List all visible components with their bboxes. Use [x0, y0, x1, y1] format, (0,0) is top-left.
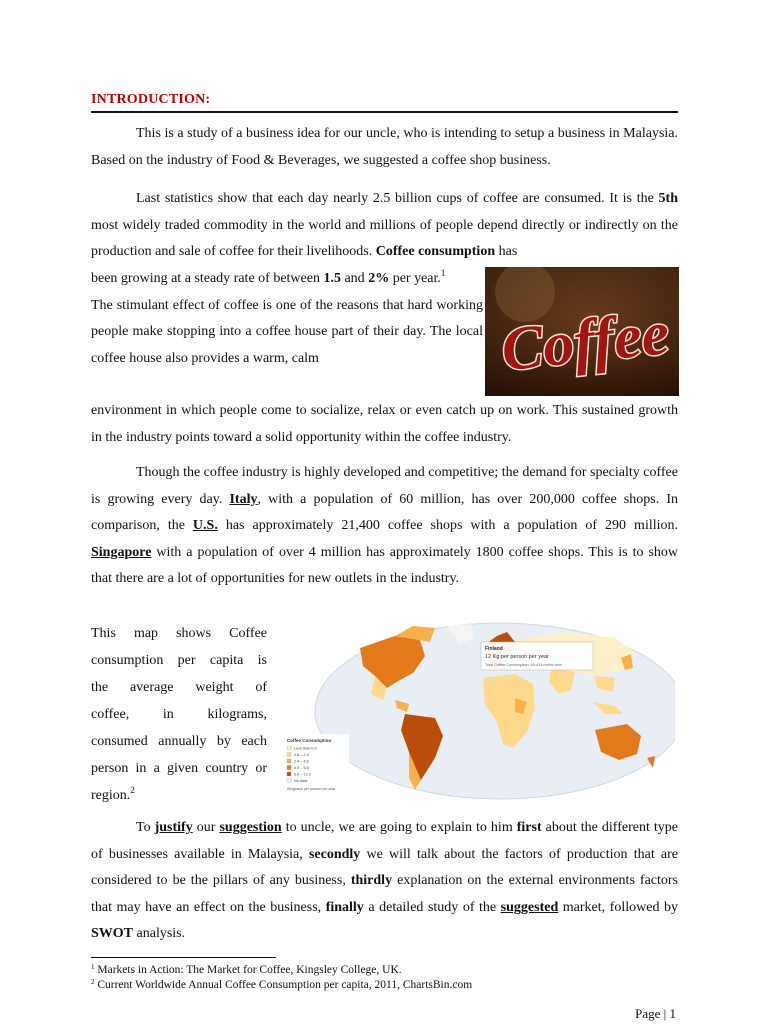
coffee-sign-image — [485, 267, 679, 396]
link-italy: Italy — [229, 491, 258, 507]
heading-rule — [91, 111, 678, 113]
paragraph-4: Though the coffee industry is highly developed and competitive; the demand for specialty coffee is growing every day. Italy, with a population of 60 million, has over 200,000 coffee shops. In comparison, the U.S. has approximately 21,400 coffee shops with a population of 290 million. Singapore with a population of over 4 million has approximately 1800 coffee shops. This is to show that there are a lot of opportunities for new outlets in the industry. — [91, 465, 679, 586]
svg-text:Kilograms per person per year: Kilograms per person per year — [287, 787, 336, 791]
footnote-rule — [91, 957, 276, 958]
legend-label: 2.4 – 4.5 — [294, 759, 309, 764]
page-number: Page | 1 — [635, 1006, 676, 1021]
legend-label: 0.6 – 2.4 — [294, 753, 309, 758]
footnote-1: $^1$ Markets in Action: The Market for Coffee, Kingsley College, UK. — [91, 963, 402, 976]
map-tooltip — [481, 642, 593, 670]
legend-label: No data — [294, 779, 308, 784]
legend-label: Less than 0.0 — [294, 746, 317, 751]
world-coffee-map — [275, 618, 675, 804]
svg-text:Finland: Finland — [485, 646, 503, 652]
svg-text:12 Kg per person per year: 12 Kg per person per year — [485, 654, 549, 660]
link-singapore: Singapore — [91, 544, 152, 560]
legend-label: 4.5 – 6.6 — [294, 766, 309, 771]
paragraph-3: The stimulant effect of coffee is one of the reasons that hard working people make stopping into a coffee house part of their day. The local coffee house also provides a warm, calm — [91, 297, 483, 366]
svg-text:Coffee Consumption: Coffee Consumption — [287, 738, 332, 743]
paragraph-1: This is a study of a business idea for our uncle, who is intending to setup a business in Malaysia. Based on the industry of Food & Beverages, we suggested a coffee shop business. — [91, 126, 678, 168]
paragraph-2-wrap: been growing at a steady rate of between 1.5 and 2% per year.$^1$ The stimulant effect of coffee is one of the reasons that hard working people make stopping into a coffee house part of their day. The local coffee house also provides a warm, calm — [91, 268, 483, 366]
section-heading: INTRODUCTION: — [91, 92, 211, 107]
paragraph-3-cont: environment in which people come to socialize, relax or even catch up on work. This sustained growth in the industry points toward a solid opportunity within the coffee industry. — [91, 403, 678, 445]
map-legend — [283, 734, 349, 800]
legend-label: 6.6 – 12.0 — [294, 772, 311, 777]
legend-swatch — [287, 746, 291, 750]
legend-swatch — [287, 772, 291, 776]
paragraph-6: To justify our suggestion to uncle, we are going to explain to him first about the different type of businesses available in Malaysia, secondly we will talk about the factors of production that are considered to be the pillars of any business, thirdly explanation on the external environments factors that may have an effect on the business, finally a detailed study of the suggested market, followed by SWOT analysis. — [91, 820, 678, 941]
legend-swatch — [287, 779, 291, 783]
map-description: This map shows Coffee consumption per capita is the average weight of coffee, in kilograms, consumed annually by each person in a given country or region.$^2$ — [91, 626, 267, 803]
link-us: U.S. — [192, 518, 218, 533]
legend-swatch — [287, 766, 291, 770]
footnote-2: $^2$ Current Worldwide Annual Coffee Consumption per capita, 2011, ChartsBin.com — [91, 978, 473, 991]
legend-swatch — [287, 753, 291, 757]
legend-swatch — [287, 759, 291, 763]
svg-text:Total Coffee Consumption: 63,4: Total Coffee Consumption: 63,414 metric tons — [485, 663, 562, 667]
paragraph-2: Last statistics show that each day nearly 2.5 billion cups of coffee are consumed. It is the 5th most widely traded commodity in the world and millions of people depend directly or indirectly on the production and sale of coffee for their livelihoods. Coffee consumption has — [91, 191, 678, 259]
coffee-sign-text: Coffee — [498, 299, 673, 385]
